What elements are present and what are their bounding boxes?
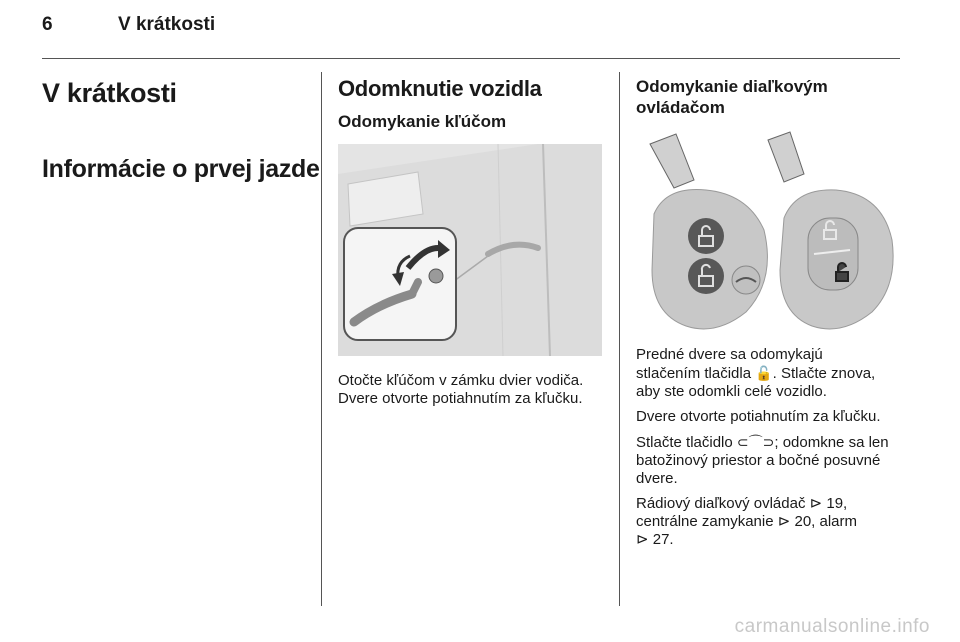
reference-link-27[interactable]: ⊳ 27.	[636, 531, 674, 548]
caption-line-1: Otočte kľúčom v zámku dvier vodiča.	[338, 372, 584, 389]
door-lock-key-illustration	[338, 144, 602, 356]
paragraph-2: Dvere otvorte potiahnutím za kľučku.	[636, 408, 881, 425]
section-title: Odomknutie vozidla	[338, 76, 542, 101]
heading-line-1: Odomykanie diaľkovým	[636, 77, 828, 96]
chapter-heading: V krátkosti	[42, 78, 177, 108]
page-number: 6	[42, 14, 53, 35]
paragraph-3: Stlačte tlačidlo ⊂⌒⊃; odomkne sa len batožinový priestor a bočné posuvné dvere.	[636, 434, 889, 487]
heading-line-2: ovládačom	[636, 98, 725, 117]
remote-text	[636, 346, 906, 549]
remote-key-illustration	[636, 130, 900, 342]
caption-line-2: Dvere otvorte potiahnutím za kľučku.	[338, 390, 583, 407]
remote-section-heading	[636, 76, 906, 118]
trunk-icon: ⊂⌒⊃	[736, 434, 775, 450]
column-divider-2	[619, 72, 620, 606]
unlock-icon: 🔓	[755, 365, 773, 381]
paragraph-1: Predné dvere sa odomykajú stlačením tlačidla 🔓. Stlačte znova, aby ste odomkli celé vozidlo.	[636, 346, 876, 400]
reference-link-19[interactable]: Rádiový diaľkový ovládač ⊳ 19,	[636, 495, 848, 512]
header-rule	[42, 58, 900, 59]
header-title: V krátkosti	[118, 14, 216, 35]
column-2	[338, 74, 606, 415]
paragraph-4	[636, 495, 906, 549]
illustration-caption	[338, 372, 606, 408]
watermark: carmanualsonline.info	[734, 616, 930, 637]
section-heading: Informácie o prvej jazde	[42, 155, 320, 183]
reference-link-20[interactable]: centrálne zamykanie ⊳ 20, alarm	[636, 513, 858, 530]
column-1	[42, 72, 322, 184]
column-3	[636, 74, 906, 556]
subsection-title: Odomykanie kľúčom	[338, 112, 507, 131]
